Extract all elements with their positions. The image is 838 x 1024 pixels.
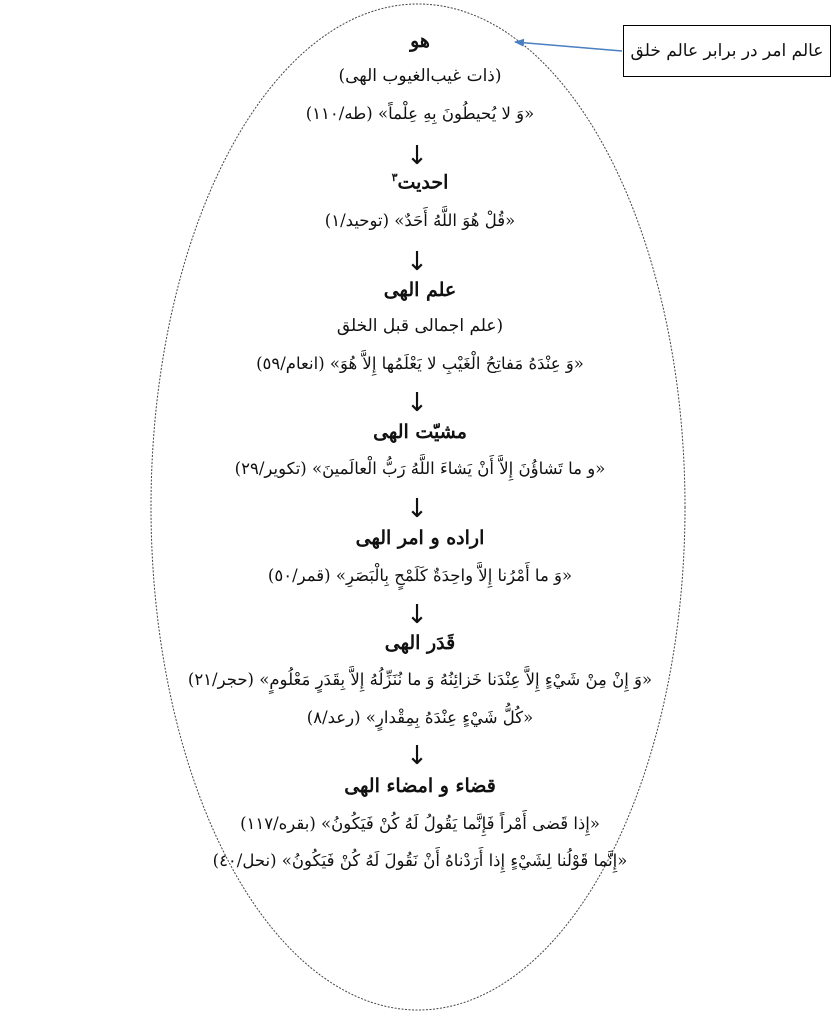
step-verse-divine-knowledge: «وَ عِنْدَهُ مَفاتِحُ الْغَيْبِ لا يَعْلَمُها إِلاَّ هُوَ» (انعام/٥٩) (256, 354, 584, 373)
down-arrow-icon: ↓ (406, 741, 428, 771)
step-verse-divine-decree-1: «إِذا قَضى‏ أَمْراً فَإِنَّما يَقُولُ لَهُ كُنْ فَيَكُونُ» (بقره/١١٧) (240, 814, 600, 833)
step-description-divine-knowledge: (علم اجمالی قبل الخلق (336, 316, 504, 336)
step-verse-ahadiyyat: «قُلْ هُوَ اللَّهُ أَحَدٌ» (توحید/١) (324, 211, 516, 230)
step-title-divine-decree: قضاء و امضاء الهی (344, 775, 496, 797)
step-title-divine-knowledge: علم الهی (383, 279, 457, 301)
callout-label: عالم امر در برابر عالم خلق (630, 41, 824, 61)
step-title-divine-will: مشیّت الهی (373, 421, 467, 443)
step-title-divine-command: اراده و امر الهی (355, 527, 485, 549)
down-arrow-icon: ↓ (406, 600, 428, 630)
down-arrow-icon: ↓ (406, 388, 428, 418)
step-title-huwa: هو (410, 30, 430, 52)
step-verse-divine-decree-2: «إِنَّما قَوْلُنا لِشَيْ‏ءٍ إِذا أَرَدْناهُ أَنْ نَقُولَ لَهُ كُنْ فَيَكُونُ» (نحل/٤٠) (212, 851, 628, 870)
step-verse-divine-command: «وَ ما أَمْرُنا إِلاَّ واحِدَةٌ كَلَمْحٍ بِالْبَصَرِ» (قمر/٥٠) (267, 566, 573, 585)
footnote-marker: ٣ (391, 171, 398, 184)
step-title-ahadiyyat-text: احدیت (397, 171, 449, 194)
down-arrow-icon: ↓ (406, 141, 428, 171)
down-arrow-icon: ↓ (406, 494, 428, 524)
step-title-divine-measure: قَدَر الهی (384, 632, 456, 654)
step-description-huwa: (ذات غیب‌الغیوب الهی) (338, 66, 502, 86)
step-verse-divine-measure-2: «كُلُّ شَيْءٍ عِنْدَهُ بِمِقْدارٍ» (رعد/٨) (306, 708, 534, 727)
step-title-ahadiyyat (170, 171, 670, 194)
step-verse-divine-measure-1: «وَ إِنْ مِنْ شَيْءٍ إِلاَّ عِنْدَنا خَزائِنُهُ وَ ما نُنَزِّلُهُ إِلاَّ بِقَدَرٍ مَعْلُومٍ» (حجر/٢١) (187, 670, 653, 689)
down-arrow-icon: ↓ (406, 247, 428, 277)
step-verse-huwa: «وَ لا يُحيطُونَ بِهِ عِلْماً» (طه/١١٠) (305, 104, 535, 123)
step-verse-divine-will: «و ما تَشاؤُنَ إِلاَّ أَنْ يَشاءَ اللَّهُ رَبُّ الْعالَمينَ» (تکویر/٢٩) (234, 459, 606, 478)
